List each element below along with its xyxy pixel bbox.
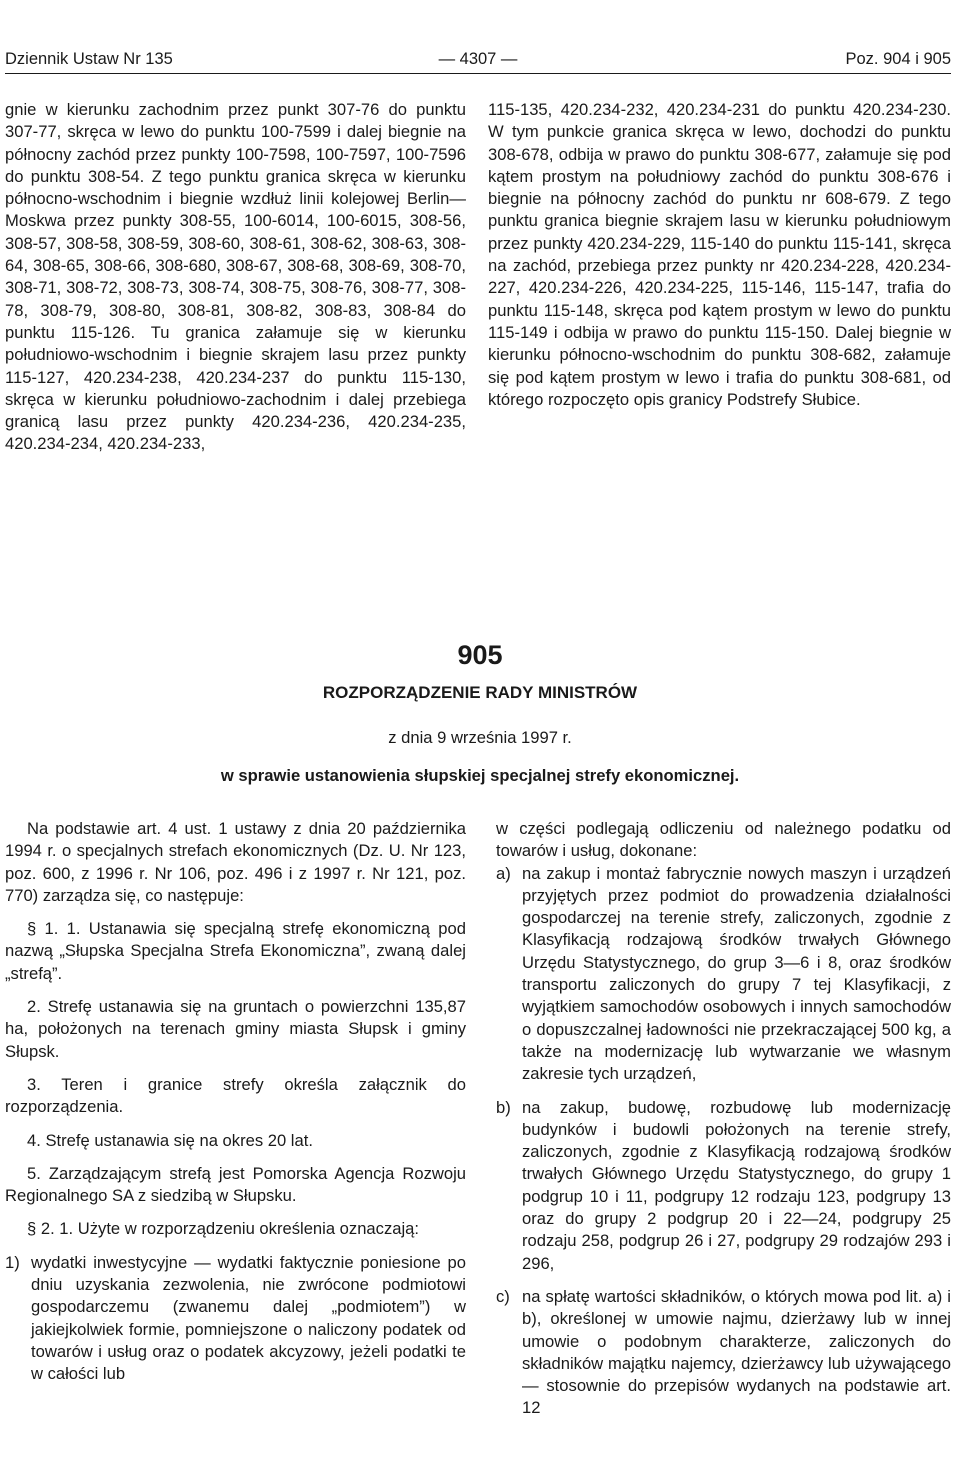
page-number: — 4307 —	[438, 50, 518, 68]
act-date: z dnia 9 września 1997 r.	[388, 728, 572, 747]
section-1-para-5: 5. Zarządzającym strefą jest Pomorska Agencja Rozwoju Regionalnego SA z siedzibą w Słupsku.	[5, 1163, 466, 1206]
bottom-right-column	[496, 818, 951, 1420]
preamble: Na podstawie art. 4 ust. 1 ustawy z dnia 20 października 1994 r. o specjalnych strefach ekonomicznych (Dz. U. Nr 123, poz. 600, z 1996 r. Nr 106, poz. 496 i z 1997 r. Nr 121, poz. 770) zarządza się, co następuje:	[5, 819, 466, 905]
act-subject: w sprawie ustanowienia słupskiej specjalnej strefy ekonomicznej.	[220, 766, 740, 785]
continued-text-left: gnie w kierunku zachodnim przez punkt 307-76 do punktu 307-77, skręca w lewo do punktu 100-7599 i dalej biegnie na północny zachód przez punkty 100-7598, 100-7597, 100-7596 do punktu 308-54. Z tego punktu granica skręca w kierunku północno-wschodnim i biegnie wzdłuż linii kolejowej Berlin—Moskwa przez punkty 308-55, 100-6014, 100-6015, 308-56, 308-57, 308-58, 308-59, 308-60, 308-61, 308-62, 308-63, 308-64, 308-65, 308-66, 308-680, 308-67, 308-68, 308-69, 308-70, 308-71, 308-72, 308-73, 308-74, 308-75, 308-76, 308-77, 308-78, 308-79, 308-80, 308-81, 308-82, 308-83, 308-84 do punktu 115-126. Tu granica załamuje się w kierunku południowo-wschodnim i biegnie skrajem lasu przez punkty 115-127, 420.234-238, 420.234-237 do punktu 115-130, skręca w kierunku południowo-zachodnim i dalej przebiega granicą lasu przez punkty 420.234-236, 420.234-235, 420.234-234, 420.234-233,	[5, 100, 466, 454]
item-label: a)	[496, 863, 511, 883]
list-item-a	[496, 863, 951, 1086]
act-number: 905	[457, 640, 503, 670]
item-text: na zakup, budowę, rozbudowę lub modernizację budynków i budowli położonych na terenie strefy, zaliczonych, zgodnie z Klasyfikacją rodzajową środków trwałych Głównego Urzędu Statystycznego, do grupy 1 podgrup 10 i 11, podgrupy 12 rodzaju 123, podgrupy 13 oraz do grupy 2 podgrup 20 i 22—24, podgrupy 25 rodzaju 258, podgrup 26 i 27, podgrupy 29 rodzajów 293 i 296,	[522, 1097, 951, 1273]
item-text: na spłatę wartości składników, o których mowa pod lit. a) i b), określonej w umowie najmu, dzierżawy lub w innej umowie o podobnym charakterze, zaliczonych do składników majątku najemcy, dzierżawcy lub używającego — stosownie do przepisów wydanych na podstawie art. 12	[522, 1286, 951, 1418]
page-header	[5, 48, 951, 74]
section-1-para-1: § 1. 1. Ustanawia się specjalną strefę ekonomiczną pod nazwą „Słupska Specjalna Strefa Ekonomiczna”, zwaną dalej „strefą”.	[5, 919, 466, 983]
item-label: b)	[496, 1097, 511, 1117]
section-1-para-4: 4. Strefę ustanawia się na okres 20 lat.	[27, 1130, 313, 1150]
top-right-column	[488, 99, 951, 411]
bottom-left-column	[5, 818, 466, 1386]
list-item-c	[496, 1286, 951, 1420]
top-left-column	[5, 99, 466, 456]
journal-name: Dziennik Ustaw Nr 135	[5, 50, 173, 68]
definition-item-1	[5, 1252, 466, 1386]
item-text: wydatki inwestycyjne — wydatki faktycznie poniesione po dniu uzyskania zezwolenia, nie zwrócone podmiotowi gospodarczemu (zwanemu dalej „podmiotem”) w jakiejkolwiek formie, pomniejszone o naliczony podatek od towarów i usług oraz o podatek akcyzowy, jeżeli podatki te w całości lub	[31, 1252, 466, 1384]
section-1-para-2: 2. Strefę ustanawia się na gruntach o powierzchni 135,87 ha, położonych na terenach gminy miasta Słupsk i gminy Słupsk.	[5, 997, 466, 1061]
act-type: ROZPORZĄDZENIE RADY MINISTRÓW	[322, 683, 638, 702]
item-label: 1)	[5, 1252, 20, 1272]
position-ref: Poz. 904 i 905	[845, 50, 951, 68]
list-item-b	[496, 1097, 951, 1275]
continued-text-right: 115-135, 420.234-232, 420.234-231 do punktu 420.234-230. W tym punkcie granica skręca w lewo, dochodzi do punktu 308-678, odbija w prawo do punktu 308-677, załamuje się pod kątem prostym na południowy zachód do punktu 308-676 i biegnie na północny zachód do punktu nr 608-679. Z tego punktu granica biegnie skrajem lasu w kierunku południowym przez punkty 420.234-229, 115-140 do punktu 115-141, skręca na zachód, przebiega przez punkty nr 420.234-228, 420.234-227, 420.234-226, 420.234-225, 115-146, 115-147, trafia do punktu 115-148, skręca pod kątem prostym w lewo do punktu 115-149 i odbija w prawo do punktu 115-150. Dalej biegnie w kierunku północno-wschodnim do punktu 308-682, załamuje się pod kątem prostym w lewo i trafia do punktu 308-681, od którego rozpoczęto opis granicy Podstrefy Słubice.	[488, 100, 951, 409]
item-text: na zakup i montaż fabrycznie nowych maszyn i urządzeń przyjętych przez podmiot do prowadzenia działalności gospodarczej na terenie strefy, zaliczonych, zgodnie z Klasyfikacją rodzajową środków trwałych Głównego Urzędu Statystycznego, do grup 3—6 i 8, oraz środków transportu zaliczonych do grupy 7 tej Klasyfikacji, z wyjątkiem samochodów osobowych i innych samochodów o dopuszczalnej ładowności nie przekraczającej 500 kg, a także na modernizację lub wytwarzanie we własnym zakresie tych urządzeń,	[522, 863, 951, 1084]
item-label: c)	[496, 1286, 510, 1306]
continuation-intro: w części podlegają odliczeniu od należnego podatku od towarów i usług, dokonane:	[496, 819, 951, 861]
section-2-para-1: § 2. 1. Użyte w rozporządzeniu określenia oznaczają:	[27, 1219, 420, 1239]
section-1-para-3: 3. Teren i granice strefy określa załącznik do rozporządzenia.	[5, 1074, 466, 1117]
